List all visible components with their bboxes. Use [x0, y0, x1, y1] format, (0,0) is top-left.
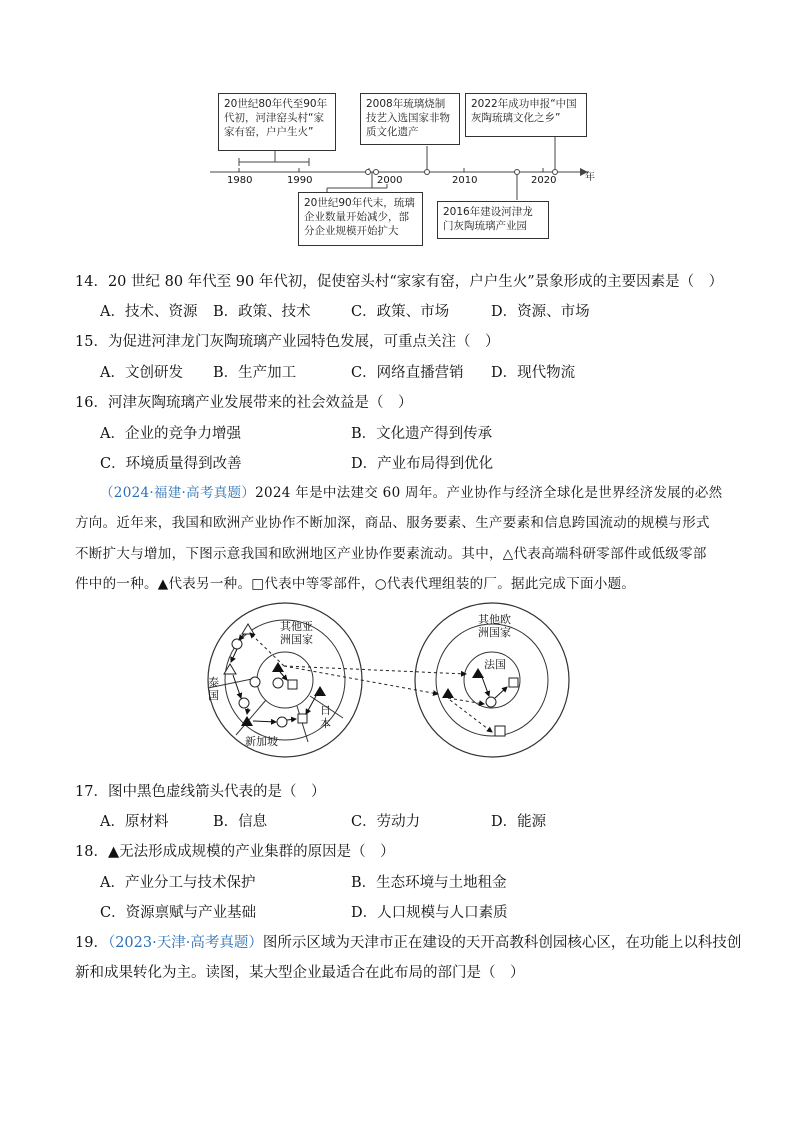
label-other-asian: 其他亚洲国家 [280, 620, 313, 646]
label-thailand: 泰国 [208, 676, 219, 702]
timeline-box-2008: 2008年琉璃烧制技艺入选国家非物质文化遗产 [360, 93, 460, 145]
q16-option-c: C．环境质量得到改善 [100, 456, 242, 472]
tick-label-1990: 1990 [287, 175, 313, 186]
timeline-box-1980s: 20世纪80年代至90年代初，河津窑头村“家家有窑，户户生火” [218, 93, 336, 151]
q15-option-d: D．现代物流 [491, 365, 576, 381]
label-other-european: 其他欧洲国家 [478, 613, 511, 639]
question-14-stem: 14．20 世纪 80 年代至 90 年代初，促使窑头村“家家有窑，户户生火”景象形成的主要因素是（ ） [75, 274, 724, 290]
q16-option-a: A．企业的竞争力增强 [100, 426, 241, 442]
q14-option-a: A．技术、资源 [100, 304, 198, 320]
timeline-box-1990s-end: 20世纪90年代末，琉璃企业数量开始减少，部分企业规模开始扩大 [298, 192, 423, 246]
question-15-stem: 15．为促进河津龙门灰陶琉璃产业园特色发展，可重点关注（ ） [75, 334, 500, 350]
label-singapore: 新加坡 [245, 735, 278, 748]
question-19-line-2: 新和成果转化为主。读图，某大型企业最适合在此布局的部门是（ ） [75, 965, 525, 981]
q15-option-a: A．文创研发 [100, 365, 183, 381]
tick-label-1980: 1980 [227, 175, 253, 186]
axis-unit-label: 年 [585, 172, 595, 183]
question-19-source: （2023·天津·高考真题） [107, 935, 263, 951]
question-19-number: 19． [75, 935, 108, 951]
q18-option-c: C．资源禀赋与产业基础 [100, 905, 257, 921]
q18-option-d: D．人口规模与人口素质 [351, 905, 508, 921]
passage-line-3: 不断扩大与增加，下图示意我国和欧洲地区产业协作要素流动。其中，△代表高端科研零部件或低级零部 [75, 546, 707, 562]
q18-option-a: A．产业分工与技术保护 [100, 875, 256, 891]
q17-option-d: D．能源 [491, 814, 547, 830]
q18-option-b: B．生态环境与土地租金 [351, 875, 507, 891]
question-18-stem: 18．▲无法形成成规模的产业集群的原因是（ ） [75, 844, 395, 860]
q17-option-c: C．劳动力 [351, 814, 421, 830]
q14-option-c: C．政策、市场 [351, 304, 450, 320]
q15-option-c: C．网络直播营销 [351, 365, 464, 381]
tick-label-2020: 2020 [531, 175, 557, 186]
label-japan: 日本 [320, 704, 331, 730]
passage-line-2: 方向。近年来，我国和欧洲产业协作不断加深，商品、服务要素、生产要素和信息跨国流动的规模与形式 [75, 515, 710, 531]
timeline-box-2016: 2016年建设河津龙门灰陶琉璃产业园 [437, 201, 549, 239]
tick-label-2000: 2000 [377, 175, 403, 186]
label-france: 法国 [484, 658, 506, 671]
passage-line-4: 件中的一种。▲代表另一种。□代表中等零部件，○代表代理组装的厂。据此完成下面小题。 [75, 576, 636, 592]
question-16-stem: 16．河津灰陶琉璃产业发展带来的社会效益是（ ） [75, 395, 413, 411]
q17-option-a: A．原材料 [100, 814, 169, 830]
timeline-box-2022: 2022年成功申报“中国灰陶琉璃文化之乡” [465, 93, 587, 137]
passage-text-1: 2024 年是中法建交 60 周年。产业协作与经济全球化是世界经济发展的必然 [255, 485, 723, 501]
question-19-line-1 [75, 933, 741, 953]
q14-option-d: D．资源、市场 [491, 304, 590, 320]
passage-source: （2024·福建·高考真题） [100, 485, 256, 501]
question-19-text-1: 图所示区域为天津市正在建设的天开高教科创园核心区，在功能上以科技创 [262, 935, 742, 951]
q16-option-b: B．文化遗产得到传承 [351, 426, 493, 442]
q15-option-b: B．生产加工 [213, 365, 297, 381]
question-17-stem: 17．图中黑色虚线箭头代表的是（ ） [75, 784, 326, 800]
passage-line-1 [100, 483, 722, 503]
flow-diagram [200, 600, 600, 758]
q16-option-d: D．产业布局得到优化 [351, 456, 494, 472]
q14-option-b: B．政策、技术 [213, 304, 311, 320]
timeline-figure [205, 88, 600, 248]
tick-label-2010: 2010 [452, 175, 478, 186]
q17-option-b: B．信息 [213, 814, 268, 830]
